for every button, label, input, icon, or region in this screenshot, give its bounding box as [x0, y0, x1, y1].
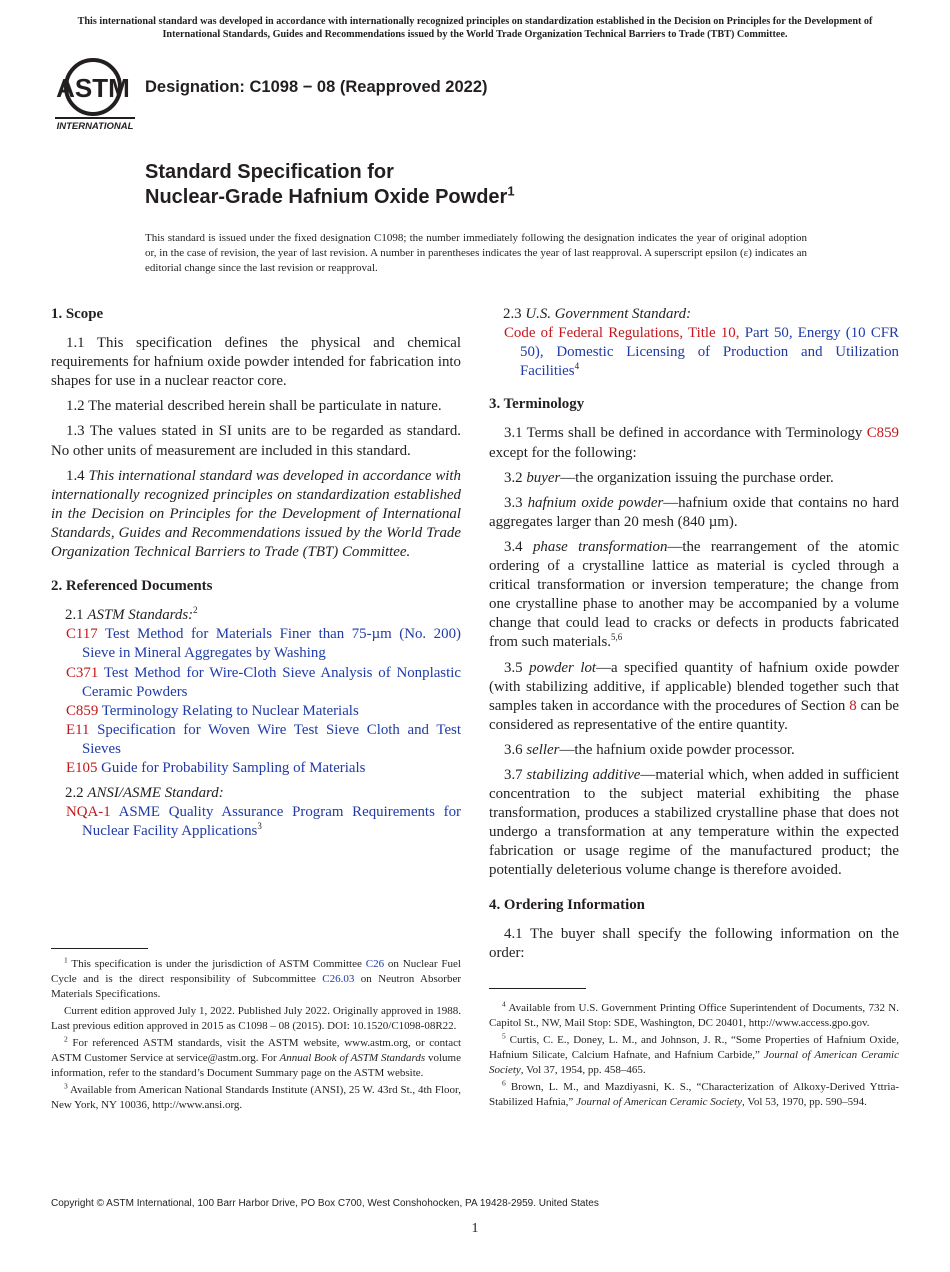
document-title	[145, 160, 515, 209]
paragraph-3-5: 3.5 powder lot—a specified quantity of hafnium oxide powder (with stabilizing additive, if applicable) blended together such that samples taken in accordance with the procedures of Section 8 can be considered as representative of the entire quantity.	[489, 659, 899, 733]
link-c859[interactable]: C859	[866, 425, 899, 442]
paragraph-3-1: 3.1 Terms shall be defined in accordance with Terminology C859 except for the following:	[489, 425, 899, 461]
title-line-1: Standard Specification for	[145, 161, 394, 183]
ref-cfr[interactable]: Code of Federal Regulations, Title 10, Part 50, Energy (10 CFR 50), Domestic Licensing of Production and Utilization Facilities$^4$	[504, 325, 899, 380]
footnote-1-edition: Current edition approved July 1, 2022. Published July 2022. Originally approved in 1988. Last previous edition approved in 2015 as C1098 – 08 (2015). DOI: 10.1520/C1098-08R22.	[51, 1005, 461, 1032]
copyright: Copyright © ASTM International, 100 Barr Harbor Drive, PO Box C700, West Conshohocken, PA 19428-2959. United States	[51, 1198, 599, 1209]
title-footnote-mark[interactable]: 1	[507, 182, 515, 198]
tbt-notice: This international standard was developed in accordance with internationally recognized principles on standardization established in the Decision on Principles for the Development of International Standards, Guides and Recommendations issued by the World Trade Organization Technical Barriers to Trade (TBT) Committee.	[77, 16, 873, 40]
ref-c371[interactable]: C371 Test Method for Wire-Cloth Sieve Analysis of Nonplastic Ceramic Powders	[66, 664, 461, 700]
astm-logo-icon	[55, 57, 135, 133]
ansi-standard-heading: 2.2 ANSI/ASME Standard:	[65, 785, 224, 802]
footnote-rule-right	[489, 988, 586, 989]
astm-standards-heading: 2.1 ASTM Standards:$^2$	[65, 605, 198, 624]
footnote-1: $^1$ This specification is under the jurisdiction of ASTM Committee C26 on Nuclear Fuel Cycle and is the direct responsibility of Subcommittee C26.03 on Neutron Absorber Materials Specifications.	[51, 955, 461, 1000]
footnote-6: $^6$ Brown, L. M., and Mazdiyasni, K. S., “Characterization of Alkoxy-Derived Yttria-Stabilized Hafnia,” Journal of American Ceramic Society, Vol 53, 1970, pp. 590–594.	[489, 1078, 900, 1108]
link-c26[interactable]: C26	[365, 958, 385, 970]
paragraph-1-2: 1.2 The material described herein shall be particulate in nature.	[66, 398, 442, 415]
ref-e11[interactable]: E11 Specification for Woven Wire Test Sieve Cloth and Test Sieves	[66, 721, 461, 757]
page-number: 1	[471, 1221, 479, 1236]
ref-c859[interactable]: C859 Terminology Relating to Nuclear Materials	[66, 702, 359, 719]
paragraph-3-4: 3.4 phase transformation—the rearrangement of the atomic ordering of a crystalline lattice as material is cycled through a critical transformation or inversion temperature; the change from one crystalline phase to another may be accompanied by a volume change that could lead to cracks or defects in products fabricated from such materials.$^{5,6}$	[489, 538, 899, 651]
ref-nqa-1[interactable]: NQA-1 ASME Quality Assurance Program Requirements for Nuclear Facility Applications$^3$	[66, 804, 461, 840]
left-column	[51, 305, 461, 841]
issued-note: This standard is issued under the fixed designation C1098; the number immediately following the designation indicates the year of original adoption or, in the case of revision, the year of last revision. A number in parentheses indicates the year of last reapproval. A superscript epsilon (ε) indicates an editorial change since the last revision or reapproval.	[145, 232, 807, 275]
footnote-2: $^2$ For referenced ASTM standards, visit the ASTM website, www.astm.org, or contact ASTM Customer Service at service@astm.org. For Annual Book of ASTM Standards volume information, refer to the standard’s Document Summary page on the ASTM website.	[51, 1034, 462, 1079]
logo-subtext: INTERNATIONAL	[56, 121, 134, 132]
footnotes-left	[51, 957, 461, 1115]
paragraph-1-1: 1.1 This specification defines the physical and chemical requirements for hafnium oxide powder intended for fabrication into shapes for use in a nuclear reactor core.	[51, 335, 461, 390]
astm-logo	[55, 57, 135, 133]
footnote-rule-left	[51, 948, 148, 949]
section-heading-terminology: 3. Terminology	[489, 396, 585, 413]
paragraph-3-2: 3.2 buyer—the organization issuing the purchase order.	[504, 469, 834, 486]
section-heading-referenced: 2. Referenced Documents	[51, 578, 213, 595]
gov-standard-heading: 2.3 U.S. Government Standard:	[503, 306, 692, 322]
paragraph-3-7: 3.7 stabilizing additive—material which, when added in sufficient concentration to the subject material exhibiting the phase transformation, produces a stabilized crystalline phase that does not undergo a transformation at any temperature within the expected fabrication or usage regime of the manufactured product; the potentially deleterious volume change is therefore avoided.	[489, 766, 899, 879]
link-section-8[interactable]: 8	[849, 697, 857, 714]
title-line-2: Nuclear-Grade Hafnium Oxide Powder$^1$	[145, 182, 515, 208]
link-c26-03[interactable]: C26.03	[322, 973, 355, 985]
designation: Designation: C1098 − 08 (Reapproved 2022)	[145, 78, 488, 96]
footnotes-right	[489, 1001, 899, 1112]
paragraph-4-1: 4.1 The buyer shall specify the following information on the order:	[489, 925, 899, 961]
ref-e105[interactable]: E105 Guide for Probability Sampling of Materials	[66, 759, 366, 776]
paragraph-1-4: 1.4 This international standard was developed in accordance with internationally recognized principles on standardization established in the Decision on Principles for the Development of International Standards, Guides and Recommendations issued by the World Trade Organization Technical Barriers to Trade (TBT) Committee.	[51, 467, 461, 561]
logo-text: ASTM	[56, 73, 130, 103]
paragraph-3-6: 3.6 seller—the hafnium oxide powder processor.	[504, 741, 795, 758]
footnote-3: $^3$ Available from American National Standards Institute (ANSI), 25 W. 43rd St., 4th Floor, New York, NY 10036, http://www.ansi.org.	[51, 1081, 461, 1111]
section-heading-scope: 1. Scope	[51, 306, 104, 322]
section-heading-ordering: 4. Ordering Information	[489, 896, 645, 913]
footnote-4: $^4$ Available from U.S. Government Printing Office Superintendent of Documents, 732 N. Capitol St., NW, Mail Stop: SDE, Washington, DC 20401, http://www.access.gpo.gov.	[489, 999, 899, 1029]
ref-c117[interactable]: C117 Test Method for Materials Finer than 75-µm (No. 200) Sieve in Mineral Aggregates by Washing	[66, 626, 461, 662]
paragraph-1-3: 1.3 The values stated in SI units are to be regarded as standard. No other units of measurement are included in this standard.	[51, 423, 461, 459]
right-column	[489, 305, 899, 969]
paragraph-3-3: 3.3 hafnium oxide powder—hafnium oxide that contains no hard aggregates larger than 20 mesh (840 µm).	[489, 494, 899, 530]
footnote-5: $^5$ Curtis, C. E., Doney, L. M., and Johnson, J. R., “Some Properties of Hafnium Oxide, Hafnium Silicate, Calcium Hafnate, and Hafnium Carbide,” Journal of American Ceramic Society, Vol 37, 1954, pp. 458–465.	[489, 1031, 900, 1076]
